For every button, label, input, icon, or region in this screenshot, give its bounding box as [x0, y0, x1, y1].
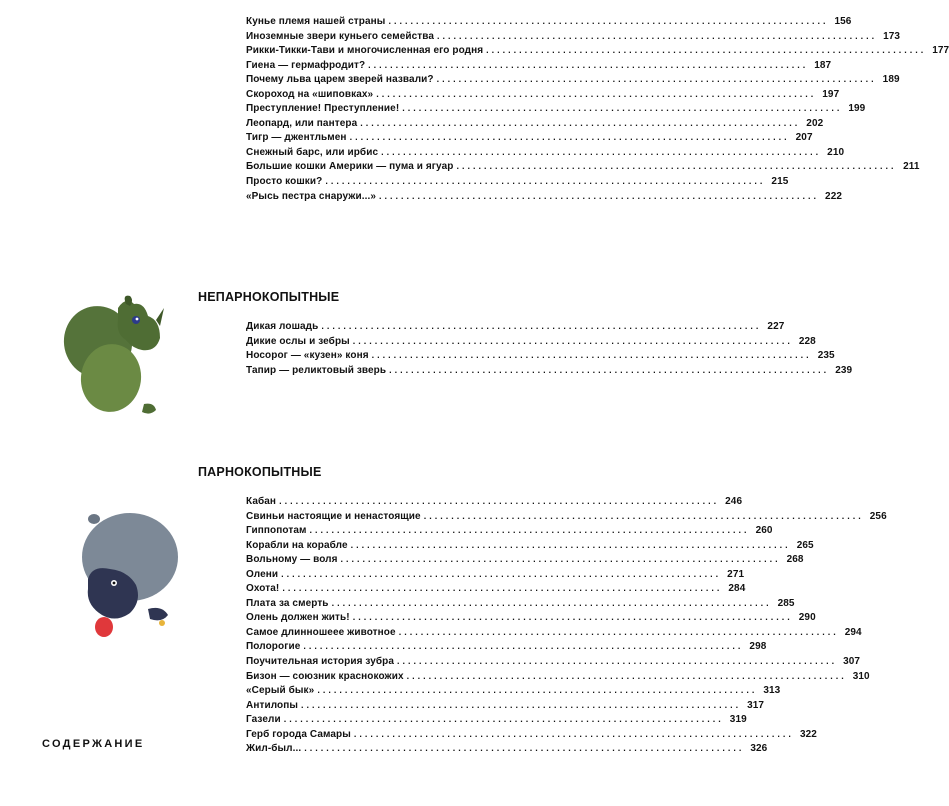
toc-entry-title: Леопард, или пантера [246, 117, 358, 129]
toc-entry [246, 363, 853, 378]
toc-entry-title: Олень должен жить! [246, 612, 350, 624]
rhino-tail [142, 404, 156, 414]
toc-entry-title: Носорог — «кузен» коня [246, 350, 369, 362]
toc-dot-leader: ................................................................................ [402, 103, 843, 114]
toc-entry-page: 319 [729, 714, 747, 726]
toc-dot-leader: ................................................................................ [352, 335, 793, 346]
toc-dot-leader: ................................................................................ [340, 554, 781, 565]
section-heading-odd-toed: НЕПАРНОКОПЫТНЫЕ [198, 290, 340, 304]
toc-entry-title: Олени [246, 568, 279, 580]
toc-entry [246, 29, 901, 44]
toc-entry-title: Охота! [246, 583, 280, 595]
toc-dot-leader: ................................................................................ [301, 699, 742, 710]
toc-entry-title: Тапир — реликтовый зверь [246, 364, 387, 376]
toc-entry-title: Скороход на «шиповках» [246, 88, 374, 100]
toc-entry-page: 187 [814, 59, 832, 71]
toc-list-carnivores-continued [246, 14, 949, 203]
toc-dot-leader: ................................................................................ [436, 74, 877, 85]
toc-entry-title: Дикие ослы и зебры [246, 335, 350, 347]
rhino-eye-highlight [136, 318, 139, 321]
toc-entry [246, 159, 920, 174]
toc-entry-title: «Серый бык» [246, 685, 315, 697]
toc-entry-page: 285 [777, 597, 795, 609]
toc-entry-page: 227 [767, 321, 785, 332]
toc-dot-leader: ................................................................................ [283, 714, 724, 725]
footer-section-label: СОДЕРЖАНИЕ [42, 738, 145, 750]
toc-list-odd-toed [246, 319, 853, 377]
toc-dot-leader: ................................................................................ [376, 88, 817, 99]
toc-entry [246, 698, 765, 713]
toc-entry [246, 319, 785, 334]
toc-entry-page: 156 [834, 16, 852, 27]
toc-entry-page: 307 [843, 656, 861, 668]
toc-entry-title: Вольному — воля [246, 554, 338, 566]
toc-dot-leader: ................................................................................ [282, 583, 723, 594]
toc-entry-title: Бизон — союзник краснокожих [246, 670, 404, 682]
toc-entry [246, 639, 767, 654]
toc-entry-page: 222 [825, 190, 843, 202]
toc-dot-leader: ................................................................................ [381, 146, 822, 157]
toc-dot-leader: ................................................................................ [423, 510, 864, 521]
toc-entry-title: Дикая лошадь [246, 321, 319, 332]
toc-dot-leader: ................................................................................ [368, 59, 809, 70]
toc-entry [246, 189, 843, 204]
toc-entry [246, 494, 743, 509]
hippopotamus-illustration [70, 505, 190, 645]
toc-entry-title: Почему льва царем зверей назвали? [246, 74, 434, 86]
toc-entry-title: Рикки-Тикки-Тави и многочисленная его родня [246, 45, 484, 57]
toc-entry-title: Большие кошки Америки — пума и ягуар [246, 161, 454, 173]
toc-entry-page: 313 [763, 685, 781, 697]
toc-entry-page: 207 [795, 132, 813, 144]
toc-dot-leader: ................................................................................ [398, 626, 839, 637]
toc-entry-page: 260 [755, 525, 773, 537]
toc-dot-leader: ................................................................................ [389, 364, 830, 375]
toc-entry [246, 145, 845, 160]
toc-dot-leader: ................................................................................ [350, 539, 791, 550]
toc-entry-title: Полорогие [246, 641, 301, 653]
toc-entry-page: 199 [848, 103, 866, 115]
toc-entry [246, 523, 773, 538]
toc-dot-leader: ................................................................................ [360, 117, 801, 128]
toc-dot-leader: ................................................................................ [437, 30, 878, 41]
toc-entry-title: Поучительная история зубра [246, 656, 395, 668]
toc-dot-leader: ................................................................................ [486, 45, 927, 56]
toc-dot-leader: ................................................................................ [397, 656, 838, 667]
toc-entry-page: 317 [747, 699, 765, 711]
toc-dot-leader: ................................................................................ [349, 132, 790, 143]
toc-dot-leader: ................................................................................ [352, 612, 793, 623]
toc-dot-leader: ................................................................................ [388, 16, 829, 26]
toc-dot-leader: ................................................................................ [353, 728, 794, 739]
toc-dot-leader: ................................................................................ [303, 641, 744, 652]
toc-entry-title: Плата за смерть [246, 597, 329, 609]
toc-entry [246, 727, 817, 742]
toc-dot-leader: ................................................................................ [456, 161, 897, 172]
toc-entry [246, 101, 866, 116]
toc-entry [246, 87, 840, 102]
toc-entry-title: Газели [246, 714, 281, 726]
toc-entry [246, 654, 861, 669]
rhinoceros-illustration [56, 290, 166, 420]
section-heading-even-toed: ПАРНОКОПЫТНЫЕ [198, 465, 322, 479]
toc-entry-page: 290 [798, 612, 816, 624]
toc-entry-page: 215 [771, 176, 789, 188]
toc-entry-title: Антилопы [246, 699, 299, 711]
toc-entry-page: 197 [822, 88, 840, 100]
toc-entry-page: 271 [727, 568, 745, 580]
toc-entry [246, 581, 746, 596]
toc-entry-title: Гиппопотам [246, 525, 307, 537]
toc-entry [246, 552, 804, 567]
toc-entry-title: Корабли на корабле [246, 539, 348, 551]
toc-entry [246, 58, 832, 73]
toc-dot-leader: ................................................................................ [281, 568, 722, 579]
toc-entry [246, 116, 824, 131]
toc-dot-leader: ................................................................................ [379, 190, 820, 201]
toc-entry-page: 235 [817, 350, 835, 362]
toc-entry-title: «Рысь пестра снаружи...» [246, 190, 376, 202]
rhino-eye [132, 316, 140, 324]
toc-entry [246, 610, 816, 625]
toc-entry [246, 567, 745, 582]
toc-entry [246, 348, 835, 363]
hippo-foot-spot [159, 620, 165, 626]
rhino-horn [156, 308, 164, 326]
hippo-eye-pupil [113, 582, 116, 585]
toc-entry [246, 334, 816, 349]
toc-dot-leader: ................................................................................ [279, 496, 720, 506]
toc-entry-page: 326 [750, 743, 768, 755]
toc-dot-leader: ................................................................................ [304, 743, 745, 754]
toc-entry-page: 284 [728, 583, 746, 595]
toc-entry-page: 294 [844, 626, 862, 638]
toc-entry-page: 310 [852, 670, 870, 682]
toc-dot-leader: ................................................................................ [325, 176, 766, 187]
toc-entry-page: 298 [749, 641, 767, 653]
toc-entry-page: 268 [786, 554, 804, 566]
toc-dot-leader: ................................................................................ [317, 685, 758, 696]
toc-entry [246, 538, 814, 553]
toc-entry-page: 246 [725, 496, 743, 507]
toc-entry-title: Жил-был... [246, 743, 302, 755]
toc-dot-leader: ................................................................................ [371, 350, 812, 361]
toc-entry-title: Преступление! Преступление! [246, 103, 400, 115]
toc-entry [246, 130, 813, 145]
toc-entry [246, 669, 870, 684]
toc-entry-title: Тигр — джентльмен [246, 132, 347, 144]
toc-entry-title: Самое длинношеее животное [246, 626, 396, 638]
toc-entry-page: 322 [799, 728, 817, 740]
toc-entry-title: Снежный барс, или ирбис [246, 146, 379, 158]
toc-entry-title: Гиена — гермафродит? [246, 59, 366, 71]
toc-dot-leader: ................................................................................ [331, 597, 772, 608]
toc-entry-title: Герб города Самары [246, 728, 351, 740]
toc-entry [246, 741, 768, 756]
toc-entry-title: Кабан [246, 496, 277, 507]
toc-entry-page: 265 [796, 539, 814, 551]
toc-dot-leader: ................................................................................ [309, 525, 750, 536]
toc-entry [246, 683, 781, 698]
toc-entry [246, 596, 795, 611]
toc-entry-page: 256 [869, 510, 887, 522]
toc-entry [246, 14, 852, 29]
toc-entry-page: 173 [883, 30, 901, 42]
toc-entry-title: Иноземные звери куньего семейства [246, 30, 435, 42]
toc-entry-title: Просто кошки? [246, 176, 323, 188]
hippo-ear-left [88, 514, 100, 524]
toc-entry [246, 625, 862, 640]
toc-dot-leader: ................................................................................ [321, 321, 762, 331]
toc-entry [246, 174, 789, 189]
toc-entry-page: 211 [903, 161, 920, 173]
toc-entry [246, 72, 900, 87]
toc-entry [246, 43, 949, 58]
toc-entry-page: 228 [798, 335, 816, 347]
toc-entry-page: 177 [932, 45, 949, 57]
toc-entry-title: Свиньи настоящие и ненастоящие [246, 510, 421, 522]
hippo-foot [148, 608, 168, 620]
toc-entry-title: Кунье племя нашей страны [246, 16, 386, 27]
toc-dot-leader: ................................................................................ [406, 670, 847, 681]
toc-entry-page: 189 [882, 74, 900, 86]
toc-entry [246, 712, 747, 727]
hippo-tongue [95, 617, 113, 637]
toc-entry-page: 239 [835, 364, 853, 376]
toc-entry-page: 210 [827, 146, 845, 158]
toc-entry [246, 509, 887, 524]
toc-entry-page: 202 [806, 117, 824, 129]
toc-list-even-toed [246, 494, 887, 756]
